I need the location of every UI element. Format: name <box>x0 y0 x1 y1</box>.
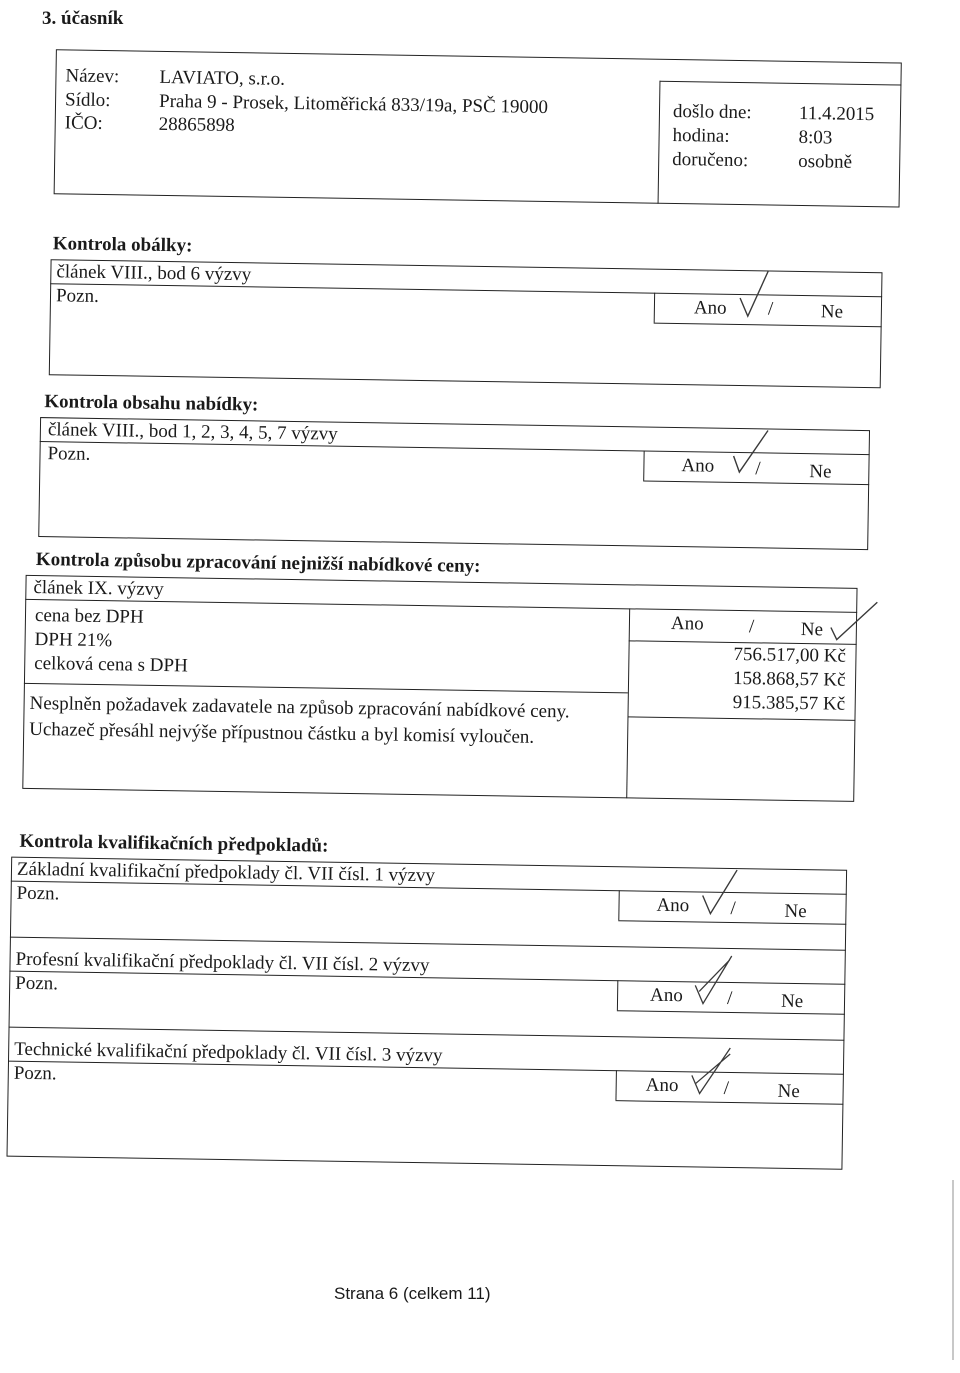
qualification-item-label: Profesní kvalifikační předpoklady čl. VII čísl. 2 výzvy <box>15 948 430 977</box>
participant-heading: 3. účasník <box>42 8 124 29</box>
qualification-slash: / <box>723 1077 730 1099</box>
qualification-yes: Ano <box>645 1074 679 1097</box>
handwritten-check-icon <box>696 865 741 922</box>
envelope-slash: / <box>767 298 774 320</box>
qualification-slash: / <box>730 897 736 920</box>
content-note-label: Pozn. <box>47 443 91 465</box>
qualification-no: Ne <box>780 990 804 1013</box>
handwritten-check-icon <box>689 951 736 1012</box>
hour-label: hodina: <box>672 124 730 147</box>
scan-edge <box>952 1180 954 1360</box>
qualification-no: Ne <box>777 1080 800 1103</box>
price-row-value: 756.517,00 Kč <box>733 643 847 667</box>
price-no: Ne <box>800 619 824 641</box>
envelope-note-label: Pozn. <box>55 285 99 307</box>
price-row-label: celková cena s DPH <box>34 652 188 677</box>
price-row-label: DPH 21% <box>34 629 113 652</box>
content-no: Ne <box>809 461 832 483</box>
ico-value: 28865898 <box>158 113 235 137</box>
envelope-check-heading: Kontrola obálky: <box>52 233 193 257</box>
content-article: článek VIII., bod 1, 2, 3, 4, 5, 7 výzvy <box>47 419 338 445</box>
received-date-value: 11.4.2015 <box>798 102 875 126</box>
qualification-check-heading: Kontrola kvalifikačních předpokladů: <box>19 830 329 857</box>
name-label: Název: <box>65 65 120 88</box>
price-article: článek IX. výzvy <box>33 576 164 601</box>
content-yes: Ano <box>681 455 715 477</box>
delivered-value: osobně <box>798 150 853 173</box>
price-row-label: cena bez DPH <box>34 605 144 628</box>
handwritten-check-icon <box>685 1043 734 1102</box>
handwritten-check-icon <box>734 266 775 327</box>
page-footer: Strana 6 (celkem 11) <box>334 1284 491 1303</box>
envelope-article: článek VIII., bod 6 výzvy <box>56 261 252 286</box>
price-yes: Ano <box>670 612 704 635</box>
qualification-yes: Ano <box>649 984 684 1007</box>
handwritten-check-icon <box>827 599 882 646</box>
content-check-heading: Kontrola obsahu nabídky: <box>44 391 259 416</box>
price-remark-line2: Uchazeč přesáhl nejvýše přípustnou částku a byl komisí vyloučen. <box>29 718 535 748</box>
qualification-slash: / <box>726 987 733 1010</box>
price-row-value: 158.868,57 Kč <box>732 667 846 691</box>
qualification-yes: Ano <box>656 894 690 917</box>
delivered-label: doručeno: <box>672 148 749 172</box>
received-date-label: došlo dne: <box>672 100 752 124</box>
envelope-no: Ne <box>820 301 844 323</box>
price-remark-line1: Nesplněn požadavek zadavatele na způsob zpracování nabídkové ceny. <box>29 692 570 723</box>
price-check-heading: Kontrola způsobu zpracování nejnižší nabídkové ceny: <box>35 549 481 577</box>
name-value: LAVIATO, s.r.o. <box>159 66 286 90</box>
content-slash: / <box>755 458 761 480</box>
qualification-note-label: Pozn. <box>13 1062 57 1085</box>
qualification-no: Ne <box>784 900 807 923</box>
price-row-value: 915.385,57 Kč <box>732 691 846 715</box>
seat-label: Sídlo: <box>64 89 111 112</box>
seat-value: Praha 9 - Prosek, Litoměřická 833/19a, PSČ 19000 <box>158 90 549 118</box>
price-slash: / <box>748 616 755 638</box>
qualification-note-label: Pozn. <box>15 972 59 995</box>
qualification-item-label: Technické kvalifikační předpoklady čl. VII čísl. 3 výzvy <box>14 1038 443 1067</box>
handwritten-check-icon <box>725 426 772 483</box>
ico-label: IČO: <box>64 112 103 135</box>
envelope-yes: Ano <box>693 297 727 319</box>
hour-value: 8:03 <box>798 126 833 149</box>
qualification-item-label: Základní kvalifikační předpoklady čl. VII čísl. 1 výzvy <box>16 858 436 887</box>
qualification-note-label: Pozn. <box>16 882 60 905</box>
